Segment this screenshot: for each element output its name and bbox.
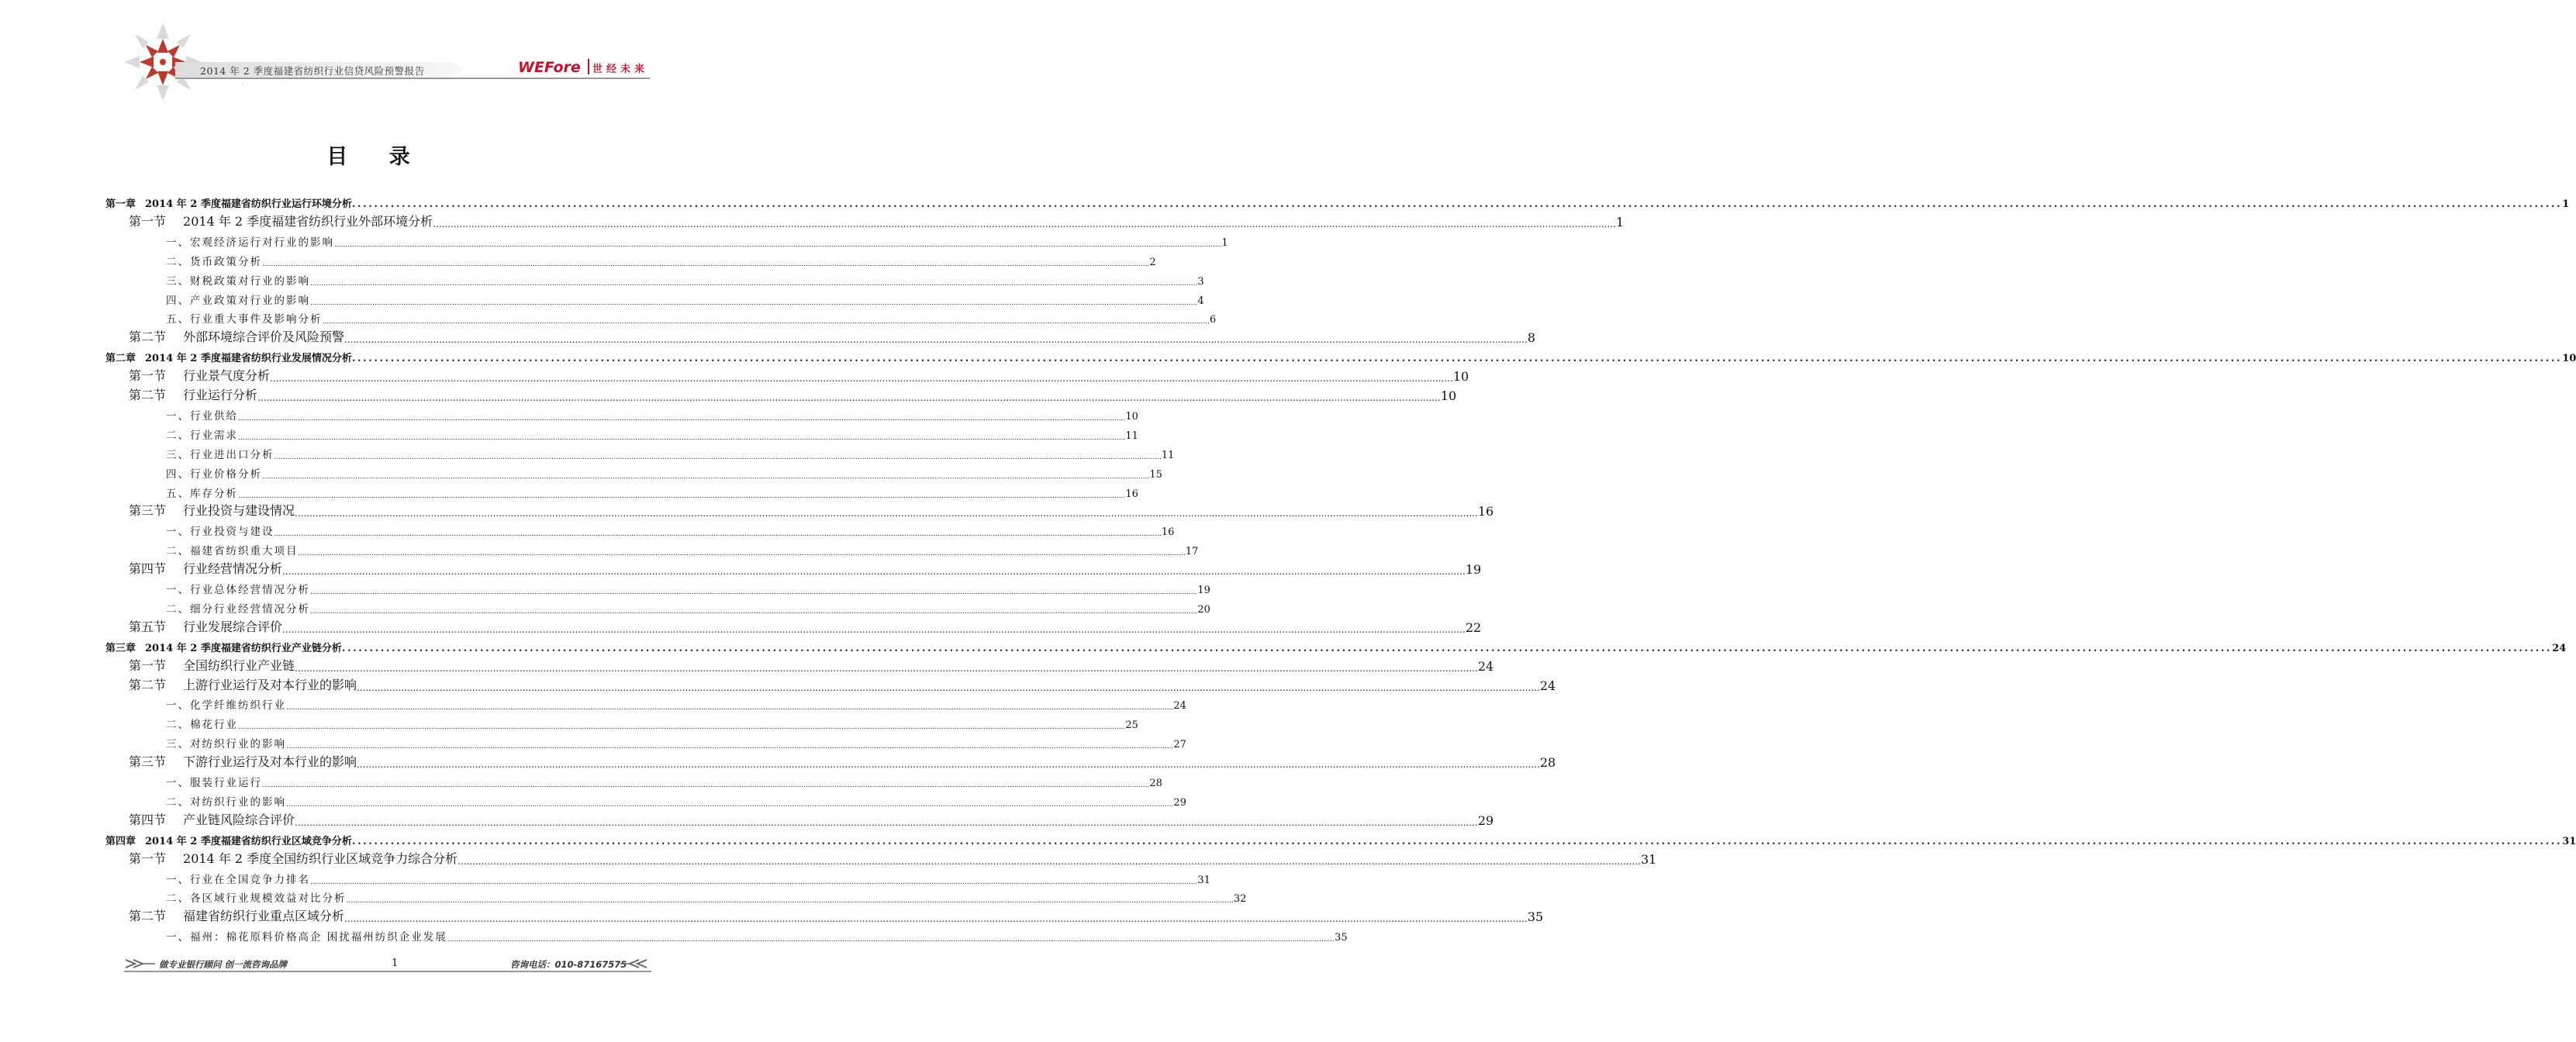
toc-entry-chapter[interactable] xyxy=(105,637,2567,654)
toc-entry-section[interactable] xyxy=(129,657,1494,674)
toc-entry-page: 10 xyxy=(1125,410,1138,423)
toc-leader-dots: ................................................................................................................................................................................................................................................................................................................................................................................................................ xyxy=(257,392,1441,403)
toc-entry-number: 第一节 xyxy=(129,368,167,384)
brand-logo-text: WEFore xyxy=(518,59,581,76)
toc-leader-dots: ................................................................................................................................................................................................................................................................................................................................................................................................................ xyxy=(357,759,1540,771)
toc-entry-label: 行业投资与建设情况 xyxy=(183,503,295,519)
toc-entry-label: 二、福建省纺织重大项目 xyxy=(166,545,299,558)
toc-leader-dots: ................................................................................................................................................................................................................................................................................................................................................................................................................ xyxy=(310,878,1198,886)
toc-leader-dots: ................................................................................................................................................................................................................................................................................................................................................................................................................ xyxy=(344,334,1528,346)
toc-entry-item[interactable] xyxy=(166,540,1199,558)
footer-divider xyxy=(124,971,651,972)
toc-entry-number: 第二节 xyxy=(129,909,167,924)
toc-entry-label: 二、各区域行业规模效益对比分析 xyxy=(166,892,347,906)
toc-entry-page: 2 xyxy=(1149,256,1156,268)
toc-entry-label: 一、行业在全国竞争力排名 xyxy=(166,873,310,886)
toc-leader-dots: ................................................................................................................................................................................................................................................................................................................................................................................................................ xyxy=(262,782,1150,789)
toc-entry-item[interactable] xyxy=(166,425,1138,442)
toc-entry-item[interactable] xyxy=(166,521,1175,539)
toc-entry-page: 16 xyxy=(1161,526,1175,539)
brand-chinese-name: 世经未来 xyxy=(592,64,649,75)
toc-leader-dots: ................................................................................................................................................................................................................................................................................................................................................................................................................ xyxy=(351,353,2563,365)
toc-entry-page: 10 xyxy=(2562,353,2576,365)
toc-leader-dots: ................................................................................................................................................................................................................................................................................................................................................................................................................ xyxy=(238,414,1126,423)
toc-entry-number: 第二章 xyxy=(105,353,136,365)
toc-entry-page: 1 xyxy=(2562,198,2570,210)
page-number: 1 xyxy=(392,957,399,969)
toc-leader-dots: ................................................................................................................................................................................................................................................................................................................................................................................................................ xyxy=(238,492,1126,500)
toc-entry-item[interactable] xyxy=(166,792,1186,809)
toc-leader-dots: ................................................................................................................................................................................................................................................................................................................................................................................................................ xyxy=(310,279,1198,288)
toc-leader-dots: ................................................................................................................................................................................................................................................................................................................................................................................................................ xyxy=(346,897,1234,906)
toc-entry-item[interactable] xyxy=(166,926,1348,944)
toc-entry-label: 2014 年 2 季度福建省纺织行业外部环境分析 xyxy=(183,213,433,229)
toc-entry-section[interactable] xyxy=(129,618,1482,635)
brand-separator xyxy=(588,59,589,74)
toc-entry-label: 一、宏观经济运行对行业的影响 xyxy=(166,236,334,249)
toc-entry-page: 4 xyxy=(1197,295,1204,307)
toc-entry-label: 行业经营情况分析 xyxy=(183,561,283,577)
toc-entry-item[interactable] xyxy=(166,464,1162,481)
toc-entry-item[interactable] xyxy=(166,444,1175,461)
toc-entry-label: 一、福州：棉花原料价格高企 困扰福州纺织企业发展 xyxy=(166,931,447,944)
toc-entry-label: 下游行业运行及对本行业的影响 xyxy=(183,754,357,770)
toc-entry-page: 16 xyxy=(1477,504,1494,519)
toc-entry-number: 第四节 xyxy=(129,812,167,827)
toc-entry-section[interactable] xyxy=(129,811,1494,828)
toc-entry-item[interactable] xyxy=(166,309,1217,326)
toc-entry-page: 16 xyxy=(1125,488,1138,500)
toc-entry-section[interactable] xyxy=(129,907,1544,925)
toc-entry-page: 31 xyxy=(1197,874,1210,886)
toc-entry-page: 35 xyxy=(1527,909,1544,925)
toc-entry-label: 二、棉花行业 xyxy=(166,719,238,732)
toc-entry-item[interactable] xyxy=(166,733,1186,751)
toc-entry-page: 29 xyxy=(1477,813,1494,828)
toc-entry-item[interactable] xyxy=(166,869,1210,886)
toc-entry-section[interactable] xyxy=(129,676,1556,693)
toc-entry-item[interactable] xyxy=(166,888,1247,906)
toc-entry-section[interactable] xyxy=(129,212,1625,229)
toc-entry-item[interactable] xyxy=(166,579,1210,596)
toc-entry-page: 1 xyxy=(1221,236,1228,249)
toc-entry-page: 28 xyxy=(1539,755,1556,771)
toc-entry-item[interactable] xyxy=(166,251,1156,268)
toc-entry-page: 22 xyxy=(1465,619,1482,635)
toc-entry-label: 2014 年 2 季度福建省纺织行业产业链分析 xyxy=(145,642,342,654)
toc-leader-dots: ................................................................................................................................................................................................................................................................................................................................................................................................................ xyxy=(458,855,1641,867)
report-header-title: 2014 年 2 季度福建省纺织行业信贷风险预警报告 xyxy=(200,65,425,77)
toc-entry-number: 第五节 xyxy=(129,619,167,634)
toc-leader-dots: ................................................................................................................................................................................................................................................................................................................................................................................................................ xyxy=(270,373,1453,385)
toc-leader-dots: ................................................................................................................................................................................................................................................................................................................................................................................................................ xyxy=(447,936,1335,944)
toc-entry-label: 一、行业总体经营情况分析 xyxy=(166,584,310,596)
toc-leader-dots: ................................................................................................................................................................................................................................................................................................................................................................................................................ xyxy=(286,800,1174,809)
toc-entry-label: 四、产业政策对行业的影响 xyxy=(166,294,310,307)
toc-entry-number: 第二节 xyxy=(129,388,167,402)
toc-entry-label: 四、行业价格分析 xyxy=(166,468,262,481)
toc-leader-dots: ................................................................................................................................................................................................................................................................................................................................................................................................................ xyxy=(310,298,1198,307)
toc-entry-number: 第一章 xyxy=(105,198,136,210)
toc-entry-section[interactable] xyxy=(129,386,1457,403)
wefore-brand-logo xyxy=(518,56,588,78)
toc-title: 目 录 xyxy=(326,145,427,169)
toc-entry-number: 第三节 xyxy=(129,503,167,519)
toc-entry-page: 15 xyxy=(1149,468,1162,481)
toc-entry-label: 上游行业运行及对本行业的影响 xyxy=(183,677,357,692)
toc-entry-label: 行业运行分析 xyxy=(183,388,258,402)
toc-entry-page: 11 xyxy=(1161,449,1175,461)
toc-entry-label: 行业发展综合评价 xyxy=(183,619,283,634)
toc-entry-label: 二、对纺织行业的影响 xyxy=(166,795,286,809)
toc-leader-dots: ................................................................................................................................................................................................................................................................................................................................................................................................................ xyxy=(310,607,1198,616)
toc-entry-number: 第四章 xyxy=(105,835,136,847)
footer-slogan: 做专业银行顾问 创一流咨询品牌 xyxy=(159,959,288,970)
toc-entry-number: 第一节 xyxy=(129,213,167,229)
toc-entry-page: 6 xyxy=(1209,314,1217,326)
toc-entry-label: 一、化学纤维纺织行业 xyxy=(166,699,286,712)
toc-leader-dots: ................................................................................................................................................................................................................................................................................................................................................................................................................ xyxy=(344,913,1528,925)
toc-entry-label: 2014 年 2 季度福建省纺织行业发展情况分析 xyxy=(145,353,352,365)
toc-entry-number: 第二节 xyxy=(129,677,167,692)
toc-entry-item[interactable] xyxy=(166,232,1228,249)
header-divider xyxy=(175,78,650,79)
toc-leader-dots: ................................................................................................................................................................................................................................................................................................................................................................................................................ xyxy=(295,508,1478,519)
toc-leader-dots: ................................................................................................................................................................................................................................................................................................................................................................................................................ xyxy=(351,198,2563,210)
toc-entry-label: 五、库存分析 xyxy=(166,487,238,500)
toc-leader-dots: ................................................................................................................................................................................................................................................................................................................................................................................................................ xyxy=(357,681,1540,693)
toc-entry-page: 28 xyxy=(1149,778,1162,789)
toc-entry-number: 第三节 xyxy=(129,754,167,770)
toc-entry-page: 35 xyxy=(1335,932,1348,944)
toc-entry-page: 27 xyxy=(1173,739,1186,751)
toc-leader-dots: ................................................................................................................................................................................................................................................................................................................................................................................................................ xyxy=(298,550,1186,558)
footer-arrow-left-icon xyxy=(620,958,648,969)
toc-entry-label: 产业链风险综合评价 xyxy=(183,812,295,827)
toc-entry-item[interactable] xyxy=(166,772,1162,789)
toc-entry-label: 一、行业供给 xyxy=(166,409,238,423)
toc-leader-dots: ................................................................................................................................................................................................................................................................................................................................................................................................................ xyxy=(295,662,1478,674)
toc-entry-number: 第一节 xyxy=(129,657,167,673)
toc-entry-section[interactable] xyxy=(129,328,1535,346)
toc-leader-dots: ................................................................................................................................................................................................................................................................................................................................................................................................................ xyxy=(322,318,1210,326)
toc-entry-chapter[interactable] xyxy=(105,830,2576,847)
toc-leader-dots: ................................................................................................................................................................................................................................................................................................................................................................................................................ xyxy=(262,472,1150,481)
toc-leader-dots: ................................................................................................................................................................................................................................................................................................................................................................................................................ xyxy=(334,240,1222,249)
toc-entry-chapter[interactable] xyxy=(105,193,2570,210)
toc-leader-dots: ................................................................................................................................................................................................................................................................................................................................................................................................................ xyxy=(282,566,1466,578)
toc-entry-page: 24 xyxy=(1539,678,1556,693)
toc-entry-page: 24 xyxy=(1173,700,1186,712)
toc-entry-page: 29 xyxy=(1173,796,1186,809)
toc-entry-page: 24 xyxy=(1477,658,1494,674)
toc-entry-label: 一、服装行业运行 xyxy=(166,777,262,789)
toc-entry-section[interactable] xyxy=(129,560,1482,578)
toc-entry-page: 10 xyxy=(1452,369,1469,385)
toc-entry-section[interactable] xyxy=(129,753,1556,771)
toc-entry-page: 20 xyxy=(1197,603,1210,616)
toc-entry-item[interactable] xyxy=(166,483,1138,500)
toc-entry-label: 二、细分行业经营情况分析 xyxy=(166,602,310,616)
toc-leader-dots: ................................................................................................................................................................................................................................................................................................................................................................................................................ xyxy=(282,623,1466,635)
toc-entry-page: 19 xyxy=(1465,562,1482,578)
toc-leader-dots: ................................................................................................................................................................................................................................................................................................................................................................................................................ xyxy=(295,816,1478,828)
toc-entry-page: 19 xyxy=(1197,585,1210,596)
toc-entry-item[interactable] xyxy=(166,290,1204,307)
toc-leader-dots: ................................................................................................................................................................................................................................................................................................................................................................................................................ xyxy=(274,453,1162,461)
toc-entry-page: 24 xyxy=(2552,642,2567,654)
toc-entry-page: 8 xyxy=(1527,330,1535,346)
toc-entry-section[interactable] xyxy=(129,502,1494,519)
toc-leader-dots: ................................................................................................................................................................................................................................................................................................................................................................................................................ xyxy=(238,433,1126,442)
toc-entry-label: 外部环境综合评价及风险预警 xyxy=(183,330,345,345)
toc-entry-number: 第四节 xyxy=(129,561,167,577)
toc-entry-page: 25 xyxy=(1125,719,1138,732)
toc-entry-label: 全国纺织行业产业链 xyxy=(183,657,295,673)
toc-leader-dots: ................................................................................................................................................................................................................................................................................................................................................................................................................ xyxy=(286,743,1174,751)
toc-leader-dots: ................................................................................................................................................................................................................................................................................................................................................................................................................ xyxy=(262,260,1150,268)
toc-entry-label: 2014 年 2 季度福建省纺织行业运行环境分析 xyxy=(145,198,352,210)
toc-entry-page: 31 xyxy=(2562,835,2576,847)
toc-entry-chapter[interactable] xyxy=(105,347,2576,365)
toc-entry-label: 五、行业重大事件及影响分析 xyxy=(166,313,323,326)
toc-entry-page: 3 xyxy=(1197,275,1204,288)
toc-entry-section[interactable] xyxy=(129,850,1657,867)
toc-entry-page: 10 xyxy=(1440,388,1457,403)
toc-entry-label: 二、货币政策分析 xyxy=(166,255,262,268)
toc-entry-page: 17 xyxy=(1185,546,1199,558)
toc-entry-item[interactable] xyxy=(166,695,1186,712)
toc-entry-page: 32 xyxy=(1233,893,1247,906)
toc-entry-page: 31 xyxy=(1640,851,1657,867)
toc-entry-number: 第二节 xyxy=(129,330,167,345)
toc-entry-label: 一、行业投资与建设 xyxy=(166,526,275,539)
toc-entry-item[interactable] xyxy=(166,599,1210,616)
toc-entry-page: 1 xyxy=(1615,214,1625,229)
toc-entry-number: 第一节 xyxy=(129,851,167,866)
header-dot: · xyxy=(241,81,243,88)
toc-entry-label: 2014 年 2 季度全国纺织行业区域竞争力综合分析 xyxy=(183,851,458,866)
toc-entry-label: 三、对纺织行业的影响 xyxy=(166,738,286,751)
toc-leader-dots: ................................................................................................................................................................................................................................................................................................................................................................................................................ xyxy=(286,704,1174,712)
toc-leader-dots: ................................................................................................................................................................................................................................................................................................................................................................................................................ xyxy=(341,642,2553,654)
toc-entry-page: 11 xyxy=(1125,430,1138,442)
toc-entry-item[interactable] xyxy=(166,714,1138,732)
toc-entry-item[interactable] xyxy=(166,271,1204,288)
toc-entry-label: 三、财税政策对行业的影响 xyxy=(166,274,310,288)
toc-entry-label: 福建省纺织行业重点区域分析 xyxy=(183,909,345,924)
toc-leader-dots: ................................................................................................................................................................................................................................................................................................................................................................................................................ xyxy=(310,588,1198,596)
toc-entry-section[interactable] xyxy=(129,367,1469,385)
toc-leader-dots: ................................................................................................................................................................................................................................................................................................................................................................................................................ xyxy=(238,723,1126,732)
toc-entry-label: 二、行业需求 xyxy=(166,429,238,442)
toc-entry-item[interactable] xyxy=(166,405,1138,423)
toc-entry-label: 行业景气度分析 xyxy=(183,368,271,384)
toc-leader-dots: ................................................................................................................................................................................................................................................................................................................................................................................................................ xyxy=(433,218,1616,229)
toc-leader-dots: ................................................................................................................................................................................................................................................................................................................................................................................................................ xyxy=(351,835,2563,847)
toc-entry-label: 2014 年 2 季度福建省纺织行业区域竞争分析 xyxy=(145,835,352,847)
toc-entry-number: 第三章 xyxy=(105,642,136,654)
footer-contact-phone: 咨询电话：010-87167575 xyxy=(510,959,627,970)
footer-arrow-right-icon xyxy=(124,958,155,969)
toc-entry-label: 三、行业进出口分析 xyxy=(166,448,275,461)
toc-leader-dots: ................................................................................................................................................................................................................................................................................................................................................................................................................ xyxy=(274,530,1162,539)
